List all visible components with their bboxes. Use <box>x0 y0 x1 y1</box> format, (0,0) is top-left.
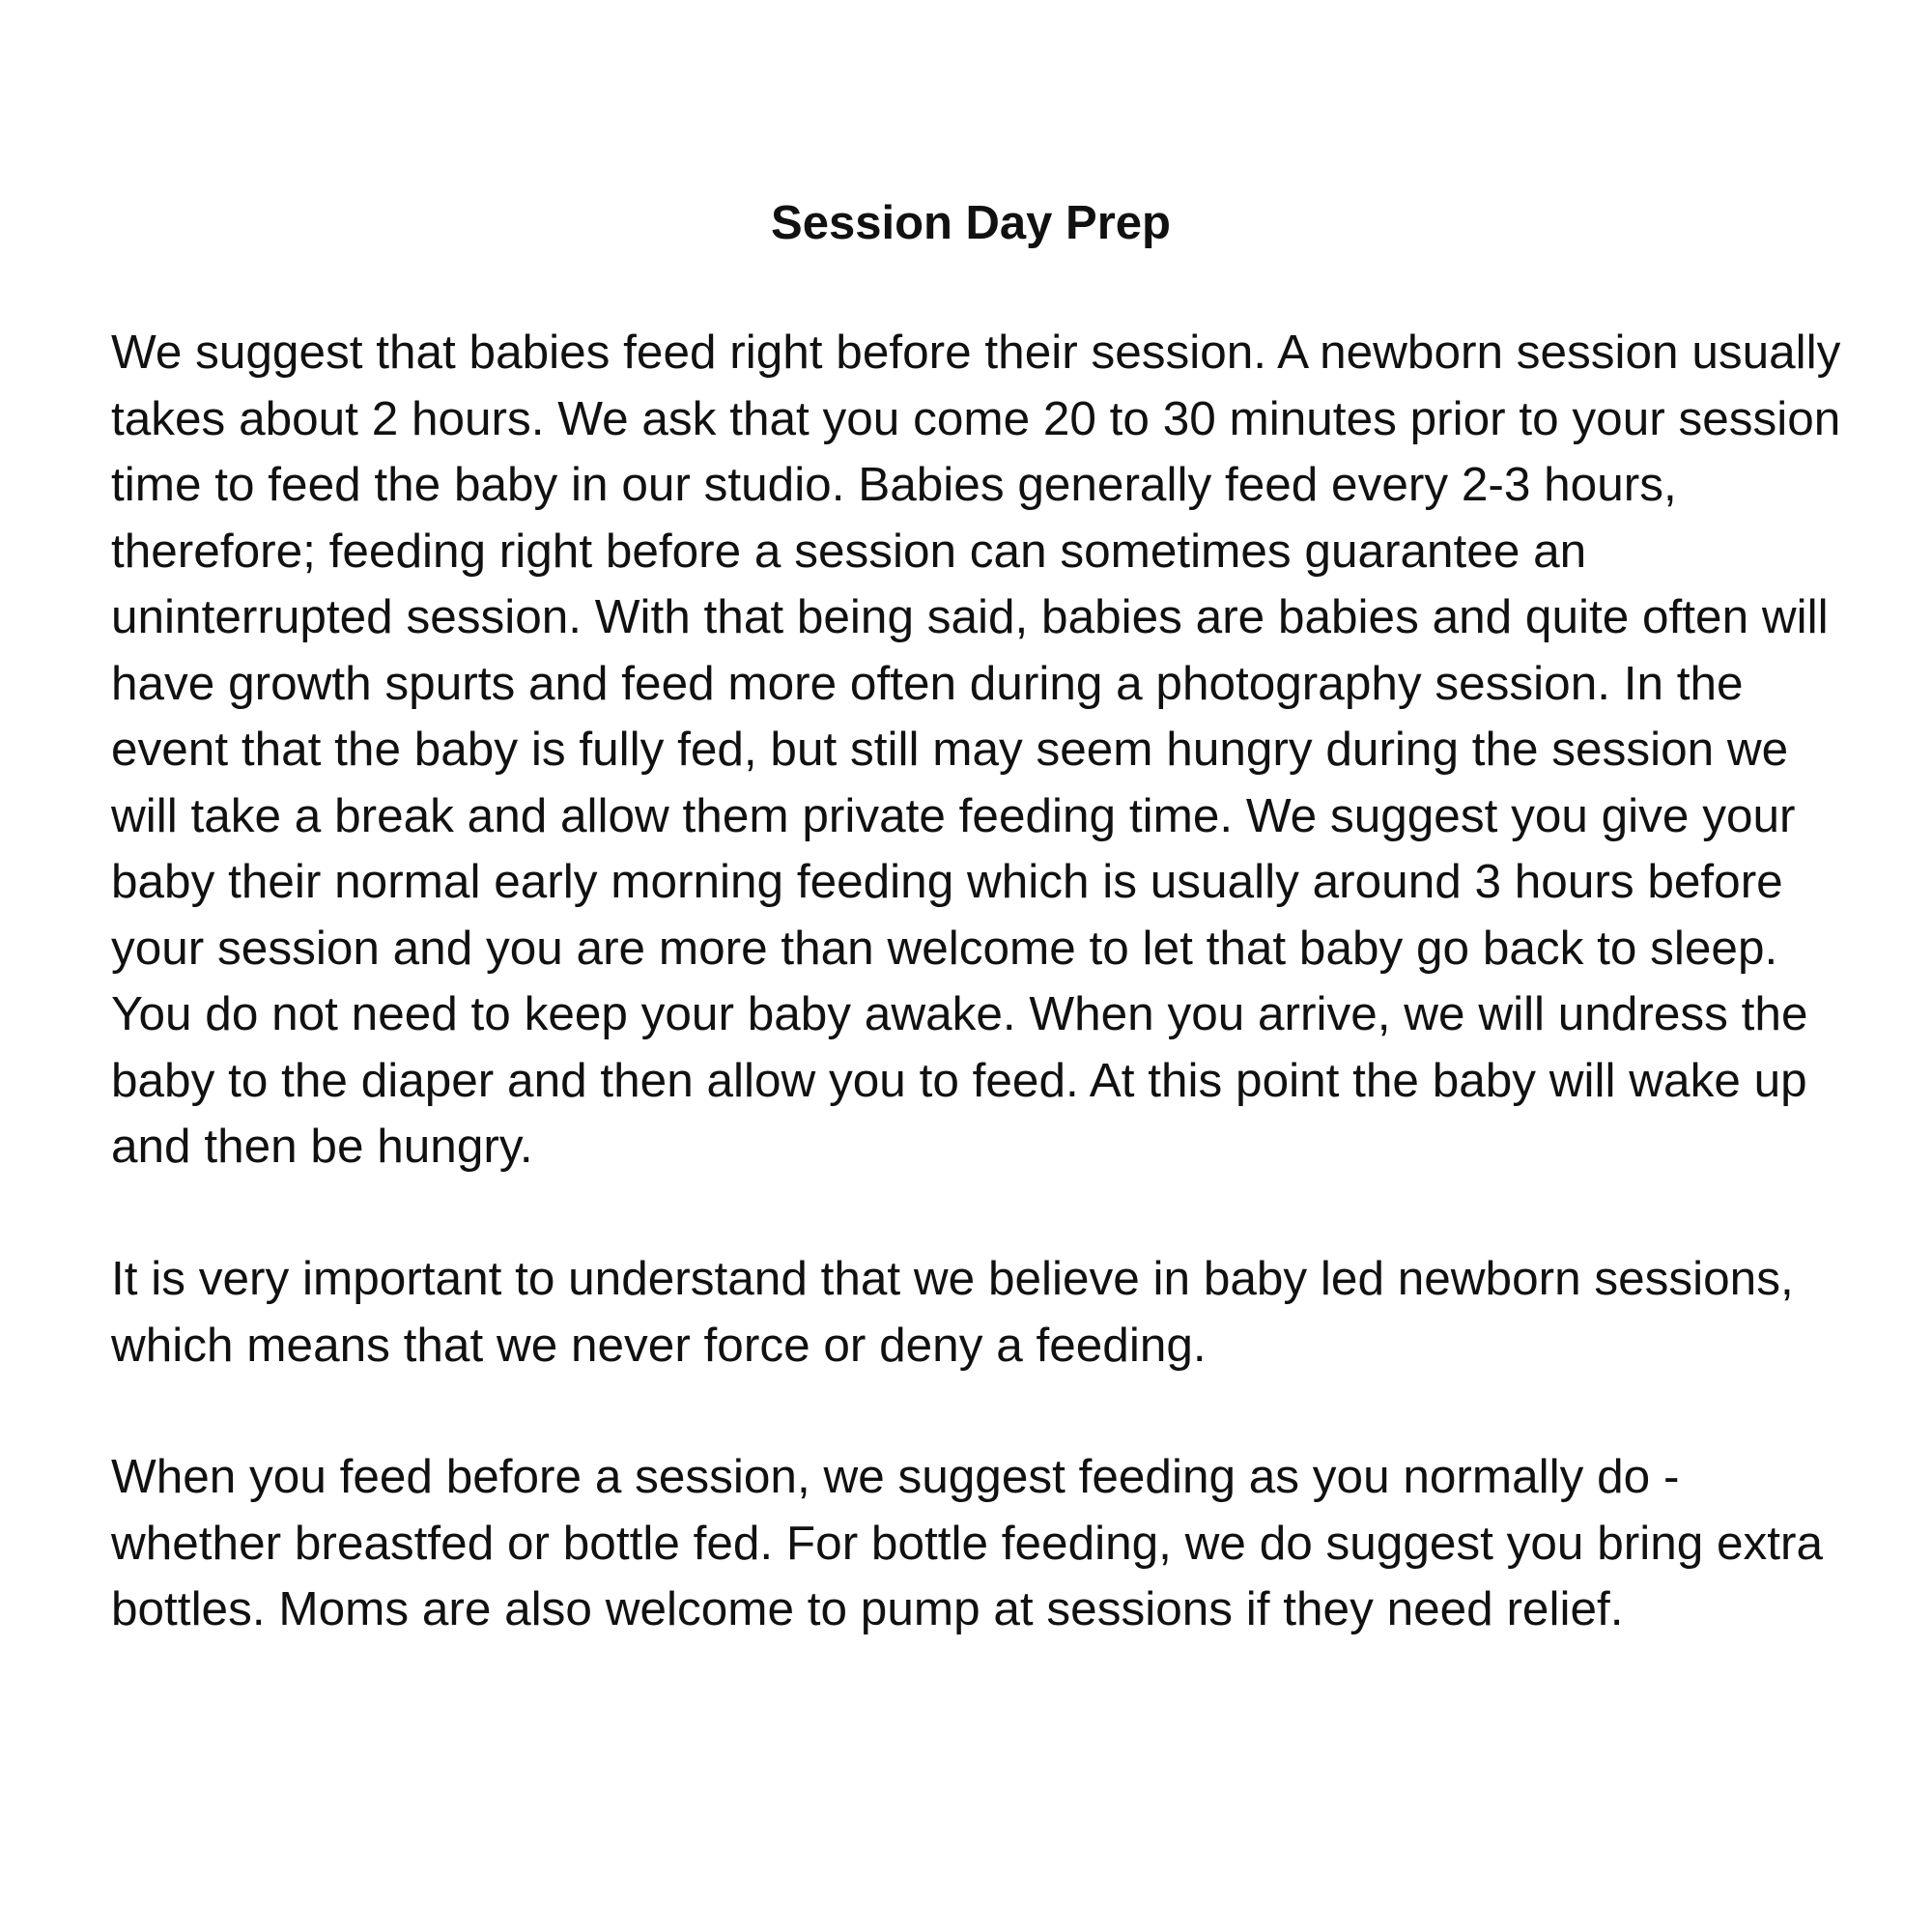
paragraph-baby-led-sessions: It is very important to understand that we believe in baby led newborn sessions, which means that we never force or deny a feeding. <box>111 1252 1794 1372</box>
paragraph-feeding-methods: When you feed before a session, we suggest feeding as you normally do - whether breastfed or bottle fed. For bottle feeding, we do suggest you bring extra bottles. Moms are also welcome to pump at sessions if they need relief. <box>111 1450 1824 1635</box>
paragraph-feeding-schedule: We suggest that babies feed right before their session. A newborn session usually takes about 2 hours. We ask that you come 20 to 30 minutes prior to your session time to feed the baby in our studio. Babies generally feed every 2-3 hours, therefore; feeding right before a session can sometimes guarantee an uninterrupted session. With that being said, babies are babies and quite often will have growth spurts and feed more often during a photography session. In the event that the baby is fully fed, but still may seem hungry during the session we will take a break and allow them private feeding time. We suggest you give your baby their normal early morning feeding which is usually around 3 hours before your session and you are more than welcome to let that baby go back to sleep. You do not need to keep your baby awake. When you arrive, we will undress the baby to the diaper and then allow you to feed. At this point the baby will wake up and then be hungry. <box>111 326 1841 1173</box>
page-title: Session Day Prep <box>771 197 1171 249</box>
